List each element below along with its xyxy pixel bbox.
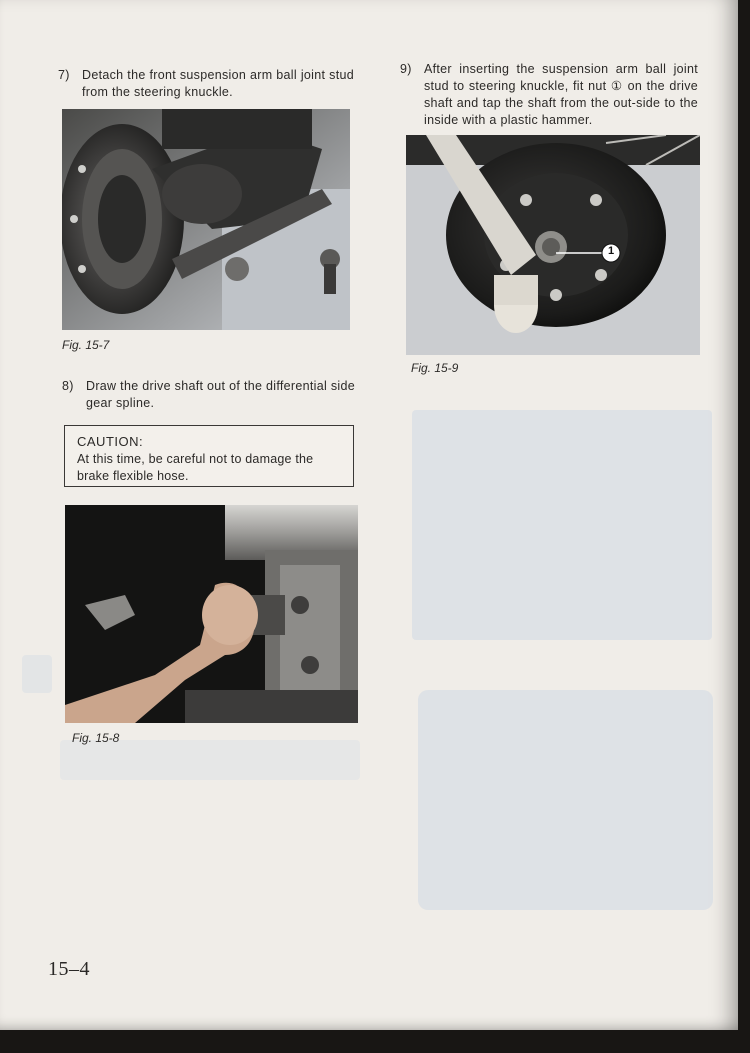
step-text: Detach the front suspension arm ball joint stud from the steering knuckle. — [82, 68, 354, 99]
fig-15-9-caption: Fig. 15-9 — [411, 361, 459, 375]
bleed-through-stripe — [22, 655, 52, 693]
step-8 — [62, 378, 355, 412]
fig-15-7-caption: Fig. 15-7 — [62, 338, 110, 352]
step-text: After inserting the suspension arm ball joint stud to steering knuckle, fit nut ① on the drive shaft and tap the shaft from the out-side to the inside with a plastic hammer. — [424, 62, 698, 127]
fig-15-9-photo — [406, 135, 700, 355]
caution-text: At this time, be careful not to damage the brake flexible hose. — [77, 452, 314, 483]
fig-15-7-photo — [62, 109, 350, 330]
caution-box — [64, 425, 354, 487]
step-9 — [400, 61, 698, 129]
bleed-through-image-2 — [418, 690, 713, 910]
caution-heading: CAUTION: — [77, 434, 144, 449]
step-7 — [58, 67, 354, 101]
callout-1-label: 1 — [607, 245, 615, 257]
step-text: Draw the drive shaft out of the differential side gear spline. — [86, 379, 355, 410]
bleed-through-image-3 — [60, 740, 360, 780]
step-number: 7) — [58, 68, 70, 82]
step-number: 9) — [400, 62, 412, 76]
bleed-through-image-1 — [412, 410, 712, 640]
fig-15-8-caption: Fig. 15-8 — [72, 731, 120, 745]
fig-15-8-photo — [65, 505, 358, 723]
step-number: 8) — [62, 379, 74, 393]
page-number: 15–4 — [48, 958, 90, 980]
